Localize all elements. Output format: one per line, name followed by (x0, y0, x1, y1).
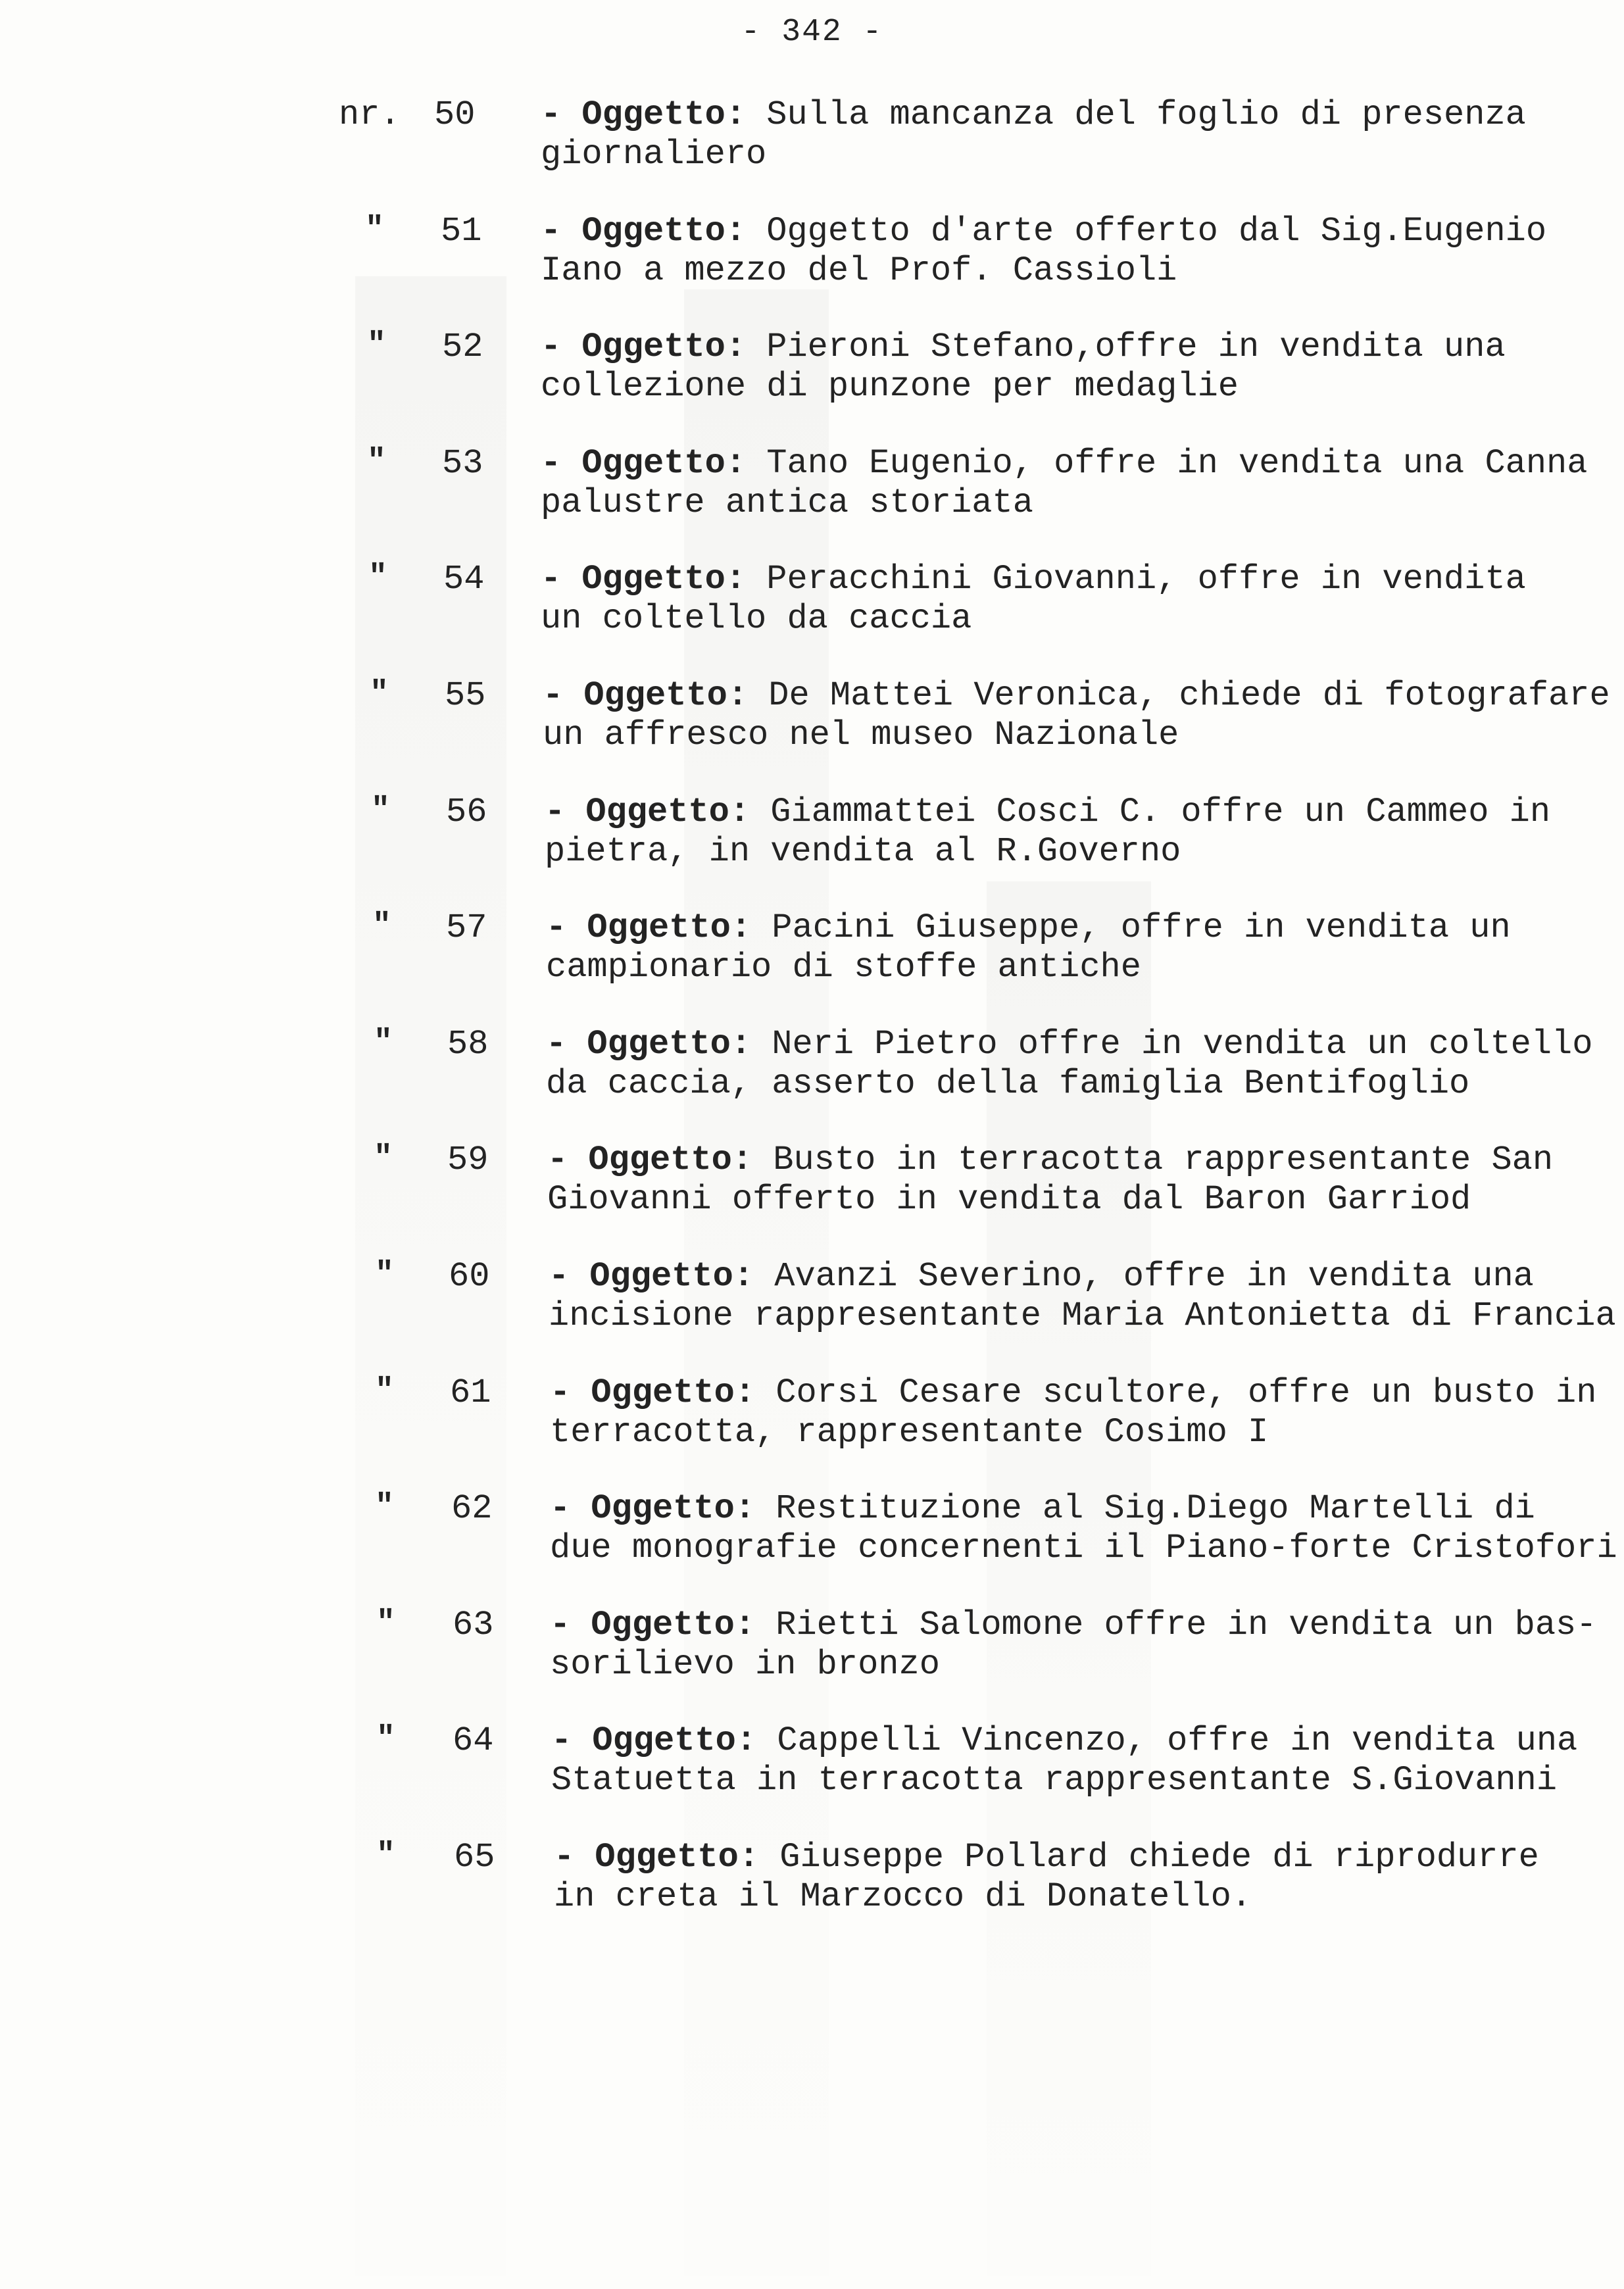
entry-number: 64 (453, 1721, 494, 1761)
entry-number: 51 (441, 211, 482, 251)
entry-subject-line-2: un coltello da caccia (541, 599, 972, 639)
ditto-mark: " (376, 1605, 395, 1641)
entry-subject-line-2: pietra, in vendita al R.Governo (545, 831, 1181, 871)
entry-number: 56 (446, 792, 487, 831)
oggetto-label: - Oggetto: (546, 1024, 752, 1064)
subject-text: Sulla mancanza del foglio di presenza (746, 95, 1526, 134)
entry-subject-line-2: Statuetta in terracotta rappresentante S.Giovanni (551, 1761, 1558, 1800)
oggetto-label: - Oggetto: (546, 908, 752, 948)
oggetto-label: - Oggetto: (541, 95, 747, 134)
entry-subject-line-2: due monografie concernenti il Piano-forte Cristofori (550, 1529, 1617, 1568)
entry-subject-line-2: un affresco nel museo Nazionale (543, 716, 1179, 754)
entry-subject (541, 560, 1526, 639)
subject-text: Cappelli Vincenzo, offre in vendita una (756, 1721, 1578, 1761)
subject-text: De Mattei Veronica, chiede di fotografare (748, 676, 1610, 715)
entry-number: 62 (451, 1489, 493, 1529)
entry-subject-line-2: giornaliero (541, 135, 767, 174)
subject-text: Corsi Cesare scultore, offre un busto in (755, 1373, 1597, 1412)
entry-subject-line-1 (550, 1489, 1617, 1529)
ditto-mark: " (367, 443, 386, 480)
entry-51 (0, 212, 1624, 291)
entry-subject-line-1 (547, 1141, 1553, 1180)
entry-subject-line-1 (541, 328, 1506, 367)
oggetto-label: - Oggetto: (541, 211, 747, 251)
entry-subject-line-2: campionario di stoffe antiche (546, 948, 1141, 987)
entry-prefix: nr. (339, 95, 401, 134)
entry-subject-line-1 (554, 1838, 1539, 1877)
entry-subject-line-2: palustre antica storiata (541, 483, 1033, 522)
entry-subject-line-2: collezione di punzone per medaglie (541, 367, 1239, 406)
ditto-mark: " (370, 676, 389, 712)
ditto-mark: " (367, 328, 386, 364)
entry-subject (550, 1489, 1617, 1568)
ditto-mark: " (371, 792, 390, 828)
entry-subject-line-1 (546, 1025, 1592, 1064)
ditto-mark: " (375, 1257, 394, 1292)
oggetto-label: - Oggetto: (554, 1838, 760, 1877)
oggetto-label: - Oggetto: (545, 792, 750, 831)
oggetto-label: - Oggetto: (543, 676, 749, 715)
oggetto-label: - Oggetto: (541, 328, 747, 367)
subject-text: Avanzi Severino, offre in vendita una (754, 1257, 1534, 1296)
entry-subject-line-1 (550, 1606, 1596, 1645)
entry-subject-line-2: Giovanni offerto in vendita dal Baron Garriod (547, 1180, 1471, 1219)
entry-65 (0, 1838, 1624, 1917)
entry-number: 50 (434, 95, 476, 134)
entry-number: 65 (454, 1838, 495, 1877)
entry-number: 57 (446, 908, 487, 948)
entry-subject-line-1 (551, 1721, 1577, 1761)
oggetto-label: - Oggetto: (549, 1257, 754, 1296)
entry-subject (554, 1838, 1539, 1917)
subject-text: Tano Eugenio, offre in vendita una Canna (746, 443, 1588, 483)
entry-subject (550, 1606, 1596, 1685)
entry-55 (0, 676, 1624, 755)
oggetto-label: - Oggetto: (550, 1605, 756, 1644)
entry-subject-line-1 (546, 908, 1511, 948)
ditto-mark: " (375, 1489, 394, 1525)
subject-text: Pacini Giuseppe, offre in vendita un (751, 908, 1511, 948)
entry-subject-line-1 (541, 95, 1526, 135)
entry-subject (550, 1373, 1596, 1452)
oggetto-label: - Oggetto: (550, 1489, 756, 1529)
ditto-mark: " (376, 1838, 395, 1873)
entry-64 (0, 1721, 1624, 1800)
entry-58 (0, 1025, 1624, 1104)
ditto-mark: " (374, 1024, 393, 1060)
entry-subject-line-1 (550, 1373, 1596, 1413)
entry-subject (546, 1025, 1592, 1104)
entry-subject-line-2: sorilievo in bronzo (550, 1644, 940, 1684)
entry-subject-line-2: Iano a mezzo del Prof. Cassioli (541, 251, 1177, 290)
entry-number: 53 (442, 443, 483, 483)
subject-text: Busto in terracotta rappresentante San (752, 1141, 1554, 1180)
entry-number: 55 (445, 676, 486, 715)
entry-subject (541, 328, 1506, 406)
subject-text: Rietti Salomone offre in vendita un bas- (755, 1605, 1597, 1644)
oggetto-label: - Oggetto: (551, 1721, 757, 1761)
page-number: - 342 - (741, 14, 883, 50)
entry-52 (0, 328, 1624, 406)
entry-50 (0, 95, 1624, 174)
subject-text: Giammattei Cosci C. offre un Cammeo in (750, 792, 1551, 831)
entry-number: 54 (443, 560, 485, 599)
entry-number: 52 (442, 328, 483, 367)
oggetto-label: - Oggetto: (547, 1141, 753, 1180)
subject-text: Giuseppe Pollard chiede di riprodurre (759, 1838, 1539, 1877)
entry-subject (546, 908, 1511, 987)
ditto-mark: " (374, 1141, 393, 1177)
entry-subject-line-1 (541, 212, 1546, 251)
entry-subject (541, 444, 1587, 523)
entry-number: 63 (453, 1605, 494, 1644)
subject-text: Oggetto d'arte offerto dal Sig.Eugenio (746, 211, 1547, 251)
entry-59 (0, 1141, 1624, 1219)
entry-subject (549, 1257, 1616, 1336)
entry-subject (541, 95, 1526, 174)
entry-subject-line-2: in creta il Marzocco di Donatello. (554, 1877, 1252, 1916)
ditto-mark: " (368, 560, 387, 596)
entry-subject (547, 1141, 1553, 1219)
entry-subject-line-2: incisione rappresentante Maria Antonietta di Francia (549, 1296, 1616, 1335)
entry-number: 58 (447, 1024, 489, 1064)
subject-text: Peracchini Giovanni, offre in vendita (746, 560, 1526, 599)
oggetto-label: - Oggetto: (541, 560, 747, 599)
entry-subject-line-1 (545, 793, 1550, 832)
entry-subject (551, 1721, 1577, 1800)
entry-subject-line-1 (541, 444, 1587, 483)
ditto-mark: " (376, 1721, 395, 1758)
entry-54 (0, 560, 1624, 639)
entry-subject (541, 212, 1546, 291)
oggetto-label: - Oggetto: (550, 1373, 756, 1412)
subject-text: Pieroni Stefano,offre in vendita una (746, 328, 1506, 367)
entry-57 (0, 908, 1624, 987)
entry-subject-line-2: da caccia, asserto della famiglia Bentifoglio (546, 1064, 1470, 1103)
entry-number: 59 (447, 1141, 489, 1180)
ditto-mark: " (375, 1373, 394, 1409)
entry-number: 61 (450, 1373, 491, 1412)
entry-subject (543, 676, 1610, 755)
entry-62 (0, 1489, 1624, 1568)
entry-subject-line-1 (541, 560, 1526, 599)
entry-subject-line-2: terracotta, rappresentante Cosimo I (550, 1412, 1269, 1452)
entry-60 (0, 1257, 1624, 1336)
subject-text: Restituzione al Sig.Diego Martelli di (755, 1489, 1535, 1529)
oggetto-label: - Oggetto: (541, 443, 747, 483)
entry-subject-line-1 (543, 676, 1610, 716)
ditto-mark: " (365, 211, 384, 247)
entry-61 (0, 1373, 1624, 1452)
entry-56 (0, 793, 1624, 872)
entry-63 (0, 1606, 1624, 1685)
subject-text: Neri Pietro offre in vendita un coltello (751, 1024, 1593, 1064)
entry-subject-line-1 (549, 1257, 1616, 1296)
ditto-mark: " (372, 908, 391, 945)
entry-subject (545, 793, 1550, 872)
entry-number: 60 (449, 1257, 490, 1296)
entry-53 (0, 444, 1624, 523)
